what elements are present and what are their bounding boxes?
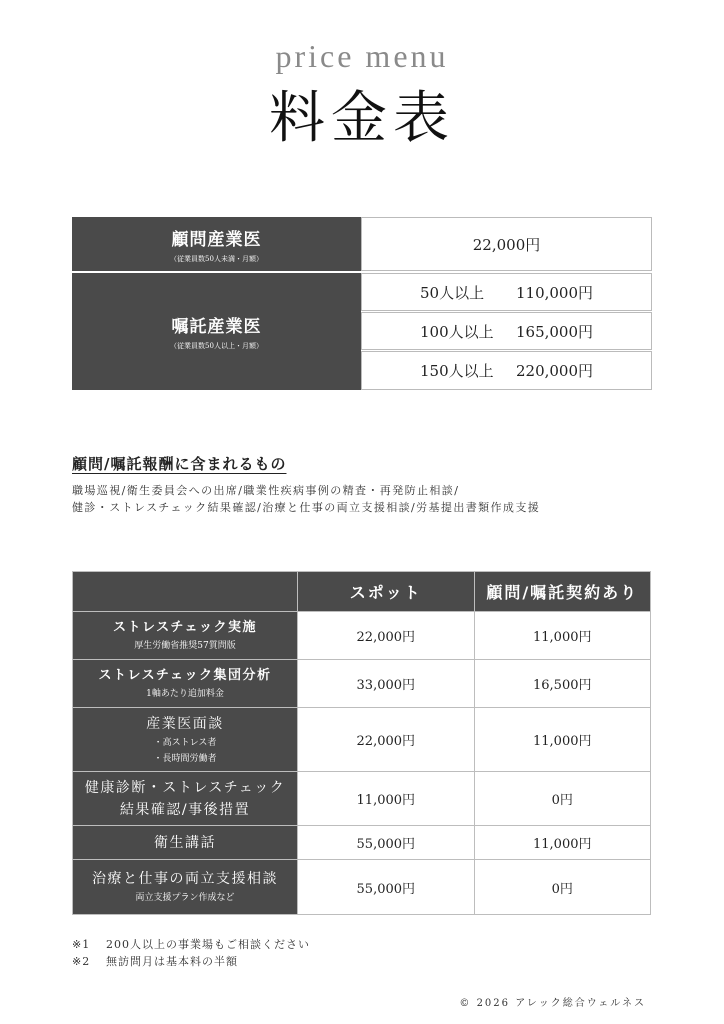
row-header xyxy=(73,708,298,772)
tier-price: 110,000円 xyxy=(515,283,594,302)
footnote-mark: ※2 xyxy=(72,955,91,968)
footnote xyxy=(72,936,310,952)
included-heading: 顧問/嘱託報酬に含まれるもの xyxy=(72,455,287,473)
spot-price: 33,000円 xyxy=(298,660,474,708)
header-blank-cell xyxy=(73,572,298,612)
contract-tier-row xyxy=(361,312,652,350)
contract-price: 11,000円 xyxy=(474,612,650,660)
table-row xyxy=(73,660,651,708)
service-name: 衛生講話 xyxy=(154,834,217,851)
advisor-price: 22,000円 xyxy=(472,235,541,254)
service-sub: 厚生労働省推奨57質問版 xyxy=(134,641,236,651)
contract-price: 11,000円 xyxy=(474,708,650,772)
copyright: © 2026 アレック総合ウェルネス xyxy=(459,998,646,1009)
table-row xyxy=(73,772,651,826)
service-price-table xyxy=(72,571,651,915)
service-name: ストレスチェック集団分析 xyxy=(98,668,272,683)
row-header xyxy=(73,860,298,915)
service-bullet: ・高ストレス者 xyxy=(153,737,217,748)
contract-price: 11,000円 xyxy=(474,826,650,860)
header-spot: スポット xyxy=(298,572,474,612)
table-row xyxy=(73,708,651,772)
spot-price: 22,000円 xyxy=(298,612,474,660)
table-header-row xyxy=(73,572,651,612)
contract-tier-row xyxy=(361,273,652,311)
tier-people: 50人以上 xyxy=(419,283,485,302)
included-line-2: 健診・ストレスチェック結果確認/治療と仕事の両立支援相談/労基提出書類作成支援 xyxy=(72,501,541,514)
spot-price: 55,000円 xyxy=(298,860,474,915)
tier-price: 220,000円 xyxy=(515,362,594,380)
row-header xyxy=(73,772,298,826)
advisor-price-cell xyxy=(361,217,652,271)
contract-price: 0円 xyxy=(474,772,650,826)
footnote-text: 無訪問月は基本料の半額 xyxy=(106,955,238,968)
footnote xyxy=(72,953,238,969)
service-name: 産業医面談 xyxy=(146,715,224,732)
header-contract: 顧問/嘱託契約あり xyxy=(474,572,650,612)
service-sub: 両立支援プラン作成など xyxy=(135,893,235,903)
service-name: 治療と仕事の両立支援相談 xyxy=(92,871,279,887)
spot-price: 22,000円 xyxy=(298,708,474,772)
spot-price: 55,000円 xyxy=(298,826,474,860)
row-header xyxy=(73,826,298,860)
row-header xyxy=(73,612,298,660)
advisor-name: 顧問産業医 xyxy=(171,229,262,250)
page-title: 料金表 xyxy=(269,86,455,151)
page-subtitle: price menu xyxy=(275,38,449,74)
footnote-mark: ※1 xyxy=(72,938,91,951)
service-sub: 1軸あたり追加料金 xyxy=(146,689,224,699)
row-header xyxy=(73,660,298,708)
monthly-fee-table xyxy=(72,217,652,390)
table-row xyxy=(73,826,651,860)
tier-people: 100人以上 xyxy=(419,322,494,341)
contract-note: （従業員数50人以上・月額） xyxy=(170,342,263,350)
contract-tier-row xyxy=(361,351,652,390)
contract-price: 16,500円 xyxy=(474,660,650,708)
table-row xyxy=(73,860,651,915)
spot-price: 11,000円 xyxy=(298,772,474,826)
tier-people: 150人以上 xyxy=(419,362,494,380)
service-name: 健康診断・ストレスチェック xyxy=(84,779,286,796)
footnote-text: 200人以上の事業場もご相談ください xyxy=(106,938,310,951)
service-name-line2: 結果確認/事後措置 xyxy=(119,801,251,818)
service-bullet: ・長時間労働者 xyxy=(153,753,217,764)
included-line-1: 職場巡視/衛生委員会への出席/職業性疾病事例の精査・再発防止相談/ xyxy=(72,484,460,497)
tier-price: 165,000円 xyxy=(515,322,594,341)
service-name: ストレスチェック実施 xyxy=(113,620,258,635)
contract-name: 嘱託産業医 xyxy=(171,317,262,337)
advisor-label-cell xyxy=(72,217,361,271)
advisor-note: （従業員数50人未満・月額） xyxy=(170,254,263,263)
contract-price: 0円 xyxy=(474,860,650,915)
contract-label-cell xyxy=(72,273,361,390)
table-row xyxy=(73,612,651,660)
